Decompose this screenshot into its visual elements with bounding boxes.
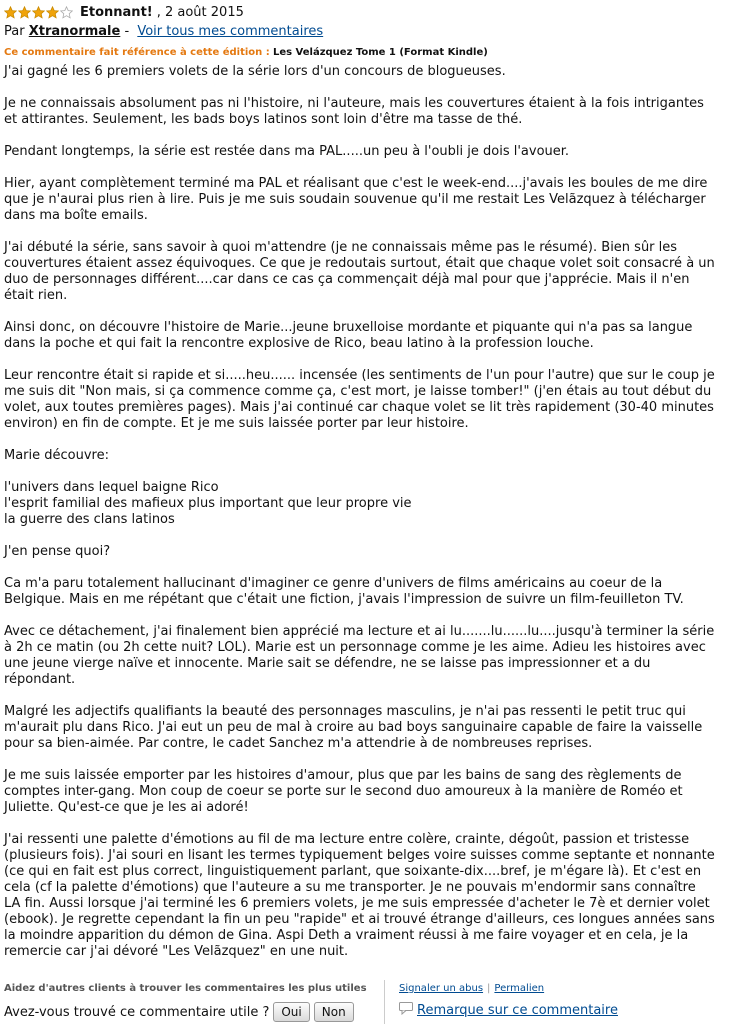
report-abuse-link[interactable]: Signaler un abus xyxy=(399,983,484,994)
separator-dash: - xyxy=(124,24,130,39)
author-link[interactable]: Xtranormale xyxy=(28,24,121,39)
link-separator: | xyxy=(487,983,491,994)
star-empty-icon xyxy=(60,6,73,19)
review-paragraph: Ainsi donc, on découvre l'histoire de Marie...jeune bruxelloise mordante et piquante qui n'a pas sa langue dans la poche et qui fait la rencontre explosive de Rico, beau latino à la profession louche. xyxy=(4,320,693,351)
star-filled-icon xyxy=(4,6,17,19)
review-paragraph: Malgré les adjectifs qualifiants la beauté des personnages masculins, je n'ai pas ressenti le petit truc qui m'aurait plu dans Rico. J'ai eut un peu de mal à croire au bad boys sanguinaire capable de faire la vaisselle pour sa bien-aimée. Par contre, le cadet Sanchez m'a attendrie à de nombreuses reprises. xyxy=(4,704,703,751)
review-header xyxy=(4,3,728,21)
review-date: , 2 août 2015 xyxy=(156,4,244,20)
review-paragraph: Leur rencontre était si rapide et si.....heu...... incensée (les sentiments de l'un pour l'autre) que sur le coup je me suis dit "Non mais, si ça commence comme ça, c'est mort, je laisse tomber!" (j'en étais au tout début du volet, aux toutes premières pages). Mais j'ai continué car chaque volet se lit très rapidement (30-40 minutes environ) en fin de compte. Et je me suis laissée porter par leur histoire. xyxy=(4,368,715,431)
speech-bubble-icon xyxy=(399,1002,413,1019)
comment-on-review-link[interactable]: Remarque sur ce commentaire xyxy=(417,1003,618,1018)
star-filled-icon xyxy=(46,6,59,19)
review-byline xyxy=(4,24,323,39)
review-paragraph: Je me suis laissée emporter par les histoires d'amour, plus que par les bains de sang des règlements de comptes inter-gang. Mon coup de coeur se porte sur le second duo amoureux à la manière de Roméo et Juliette. Qu'est-ce que je les ai adoré! xyxy=(4,768,683,815)
review-links xyxy=(399,983,618,994)
review-paragraph: Marie découvre: xyxy=(4,448,109,463)
permalink-link[interactable]: Permalien xyxy=(494,983,545,994)
helpful-vote-row xyxy=(4,1002,380,1022)
review-paragraph: J'en pense quoi? xyxy=(4,544,111,559)
review-paragraph: Hier, ayant complètement terminé ma PAL et réalisant que c'est le week-end....j'avais les boules de me dire que je n'aurai plus rien à lire. Puis je me suis soudain souvenue qu'il me restait Les Velãzquez à télécharger dans ma boîte emails. xyxy=(4,176,708,223)
helpfulness-panel xyxy=(4,983,380,1022)
review-paragraph: J'ai gagné les 6 premiers volets de la série lors d'un concours de blogueuses. xyxy=(4,64,506,79)
review-paragraph: Pendant longtemps, la série est restée dans ma PAL.....un peu à l'oubli je dois l'avouer. xyxy=(4,144,570,159)
review-paragraph: Je ne connaissais absolument pas ni l'histoire, ni l'auteure, mais les couvertures étaient à la fois intrigantes et attirantes. Seulement, les bads boys latinos sont loin d'être ma tasse de thé. xyxy=(4,96,704,127)
review-paragraph: J'ai débuté la série, sans savoir à quoi m'attendre (je ne connaissais même pas le résumé). Bien sûr les couvertures étaient assez équivoques. Ce que je redoutais surtout, était que chaque volet soit consacré à un duo de personnages différent....car dans ce cas ça commençait déjà mal pour que j'apprécie. Mais il n'en était rien. xyxy=(4,240,715,303)
edition-ref-label: Ce commentaire fait référence à cette édition : xyxy=(4,47,270,58)
edition-reference xyxy=(4,47,488,58)
helpful-note: Aidez d'autres clients à trouver les commentaires les plus utiles xyxy=(4,983,367,994)
star-filled-icon xyxy=(18,6,31,19)
all-comments-link[interactable]: Voir tous mes commentaires xyxy=(137,24,324,39)
review-actions xyxy=(399,983,618,1019)
star-filled-icon xyxy=(32,6,45,19)
review-paragraph: Avec ce détachement, j'ai finalement bien apprécié ma lecture et ai lu.......lu......lu....jusqu'à terminer la série à 2h ce matin (ou 2h cette nuit? LOL). Marie est un personnage comme je les aime. Adieu les histoires avec une jeune vierge naïve et innocente. Marie sait se défendre, ne se laisse pas impressionner et a du répondant. xyxy=(4,624,715,687)
no-button[interactable]: Non xyxy=(314,1002,354,1022)
yes-button[interactable]: Oui xyxy=(273,1002,309,1022)
review-paragraph: Ca m'a paru totalement hallucinant d'imaginer ce genre d'univers de films américains au coeur de la Belgique. Mais en me répétant que c'était une fiction, j'avais l'impression de suivre un film-feuilleton TV. xyxy=(4,576,684,607)
edition-product: Les Velázquez Tome 1 (Format Kindle) xyxy=(272,47,488,58)
helpful-question: Avez-vous trouvé ce commentaire utile ? xyxy=(4,1004,270,1020)
review-body xyxy=(4,64,716,976)
review-title: Etonnant! xyxy=(80,4,153,20)
footer-divider xyxy=(384,980,385,1024)
comment-row xyxy=(399,1002,618,1019)
star-rating xyxy=(4,6,74,19)
review-paragraph: J'ai ressenti une palette d'émotions au fil de ma lecture entre colère, crainte, dégoût, passion et tristesse (plusieurs fois). J'ai souri en lisant les termes typiquement belges voire suisses comme septante et nonnante (ce qui en fait est plus correct, linguistiquement parlant, que soixante-dix....bref, je m'égare là). Et c'est en cela (cf la palette d'émotions) que l'auteure a su me transporter. Je ne pouvais m'endormir sans connaître LA fin. Aussi lorsque j'ai terminé les 6 premiers volets, je me suis empressée d'acheter le 7è et dernier volet (ebook). Je regrette cependant la fin un peu "rapide" et ai trouvé étrange d'ailleurs, ces longues années sans la moindre apparition du démon de Gina. Aspi Deth a vraiment réussi à me faire voyager et en cela, je la remercie car j'ai dévoré "Les Velãzquez" en une nuit. xyxy=(4,832,715,959)
by-prefix: Par xyxy=(4,24,25,39)
review-paragraph: l'univers dans lequel baigne Rico l'esprit familial des mafieux plus important que leur propre vie la guerre des clans latinos xyxy=(4,480,412,527)
